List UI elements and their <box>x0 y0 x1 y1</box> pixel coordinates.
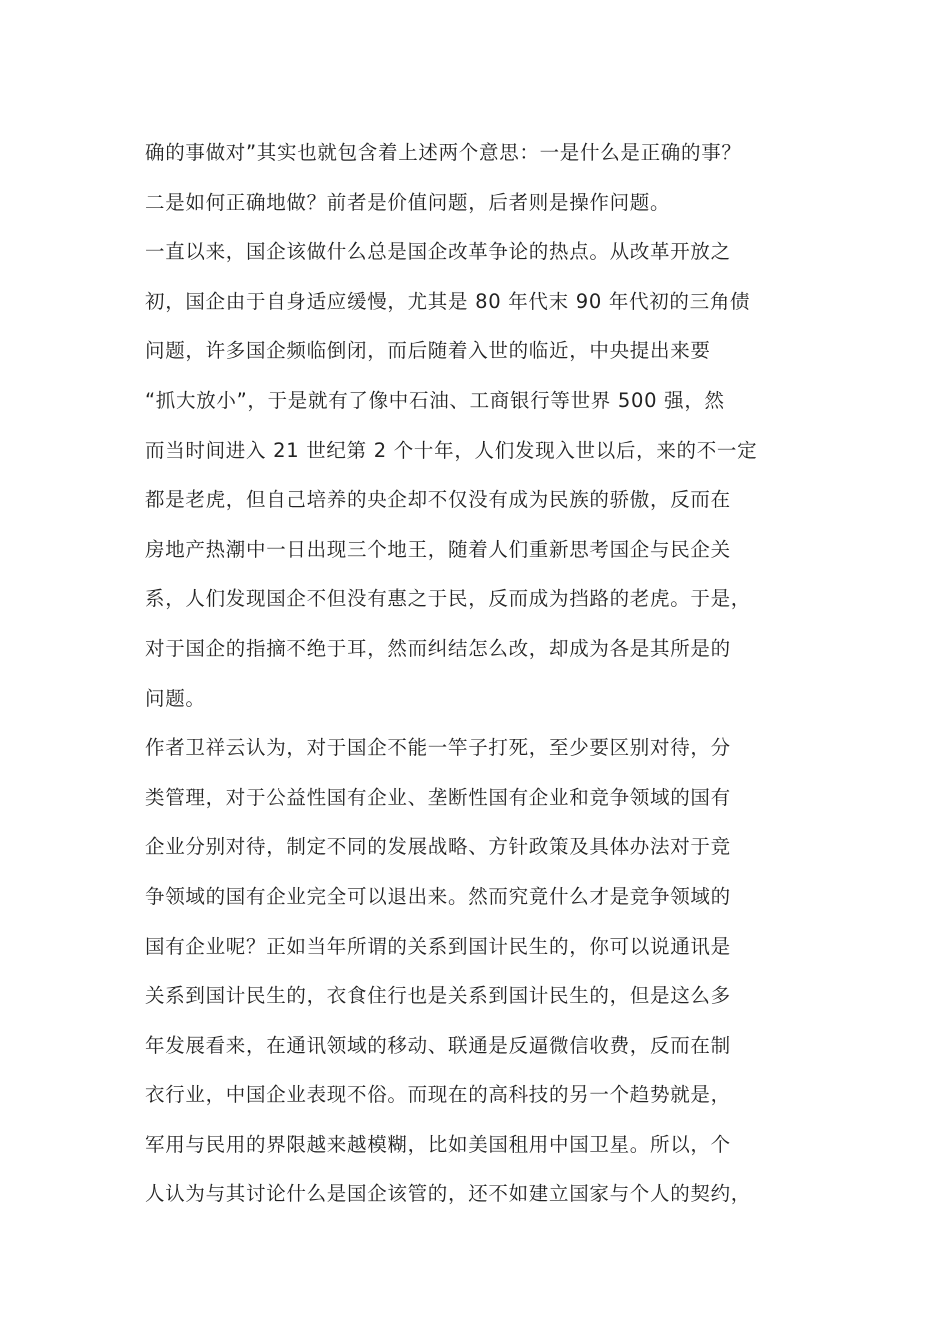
text-line: “抓大放小”，于是就有了像中石油、工商银行等世界 500 强，然 <box>145 388 725 412</box>
text-line: 初，国企由于自身适应缓慢，尤其是 80 年代末 90 年代初的三角债 <box>145 289 751 313</box>
text-line: 都是老虎，但自己培养的央企却不仅没有成为民族的骄傲，反而在 <box>145 488 731 512</box>
text-line: 关系到国计民生的，衣食住行也是关系到国计民生的，但是这么多 <box>145 984 731 1008</box>
text-line: 二是如何正确地做？前者是价值问题，后者则是操作问题。 <box>145 190 671 214</box>
text-line: 系，人们发现国企不但没有惠之于民，反而成为挡路的老虎。于是， <box>145 587 752 611</box>
text-line: 问题。 <box>145 686 206 710</box>
text-line: 国有企业呢？正如当年所谓的关系到国计民生的，你可以说通讯是 <box>145 934 731 958</box>
text-line: 对于国企的指摘不绝于耳，然而纠结怎么改，却成为各是其所是的 <box>145 636 731 660</box>
text-line: 确的事做对”其实也就包含着上述两个意思：一是什么是正确的事？ <box>145 141 742 164</box>
text-line: 问题，许多国企频临倒闭，而后随着入世的临近，中央提出来要 <box>145 339 711 363</box>
text-line: 衣行业，中国企业表现不俗。而现在的高科技的另一个趋势就是， <box>145 1083 731 1107</box>
text-line: 军用与民用的界限越来越模糊，比如美国租用中国卫星。所以，个 <box>145 1132 731 1156</box>
text-line: 争领域的国有企业完全可以退出来。然而究竟什么才是竞争领域的 <box>145 884 731 908</box>
text-line: 年发展看来，在通讯领域的移动、联通是反逼微信收费，反而在制 <box>145 1033 731 1057</box>
text-line: 人认为与其讨论什么是国企该管的，还不如建立国家与个人的契约， <box>145 1182 752 1206</box>
text-line: 类管理，对于公益性国有企业、垄断性国有企业和竞争领域的国有 <box>145 785 731 809</box>
paragraph-3 <box>145 723 825 1219</box>
text-line: 一直以来，国企该做什么总是国企改革争论的热点。从改革开放之 <box>145 240 731 264</box>
text-line: 作者卫祥云认为，对于国企不能一竿子打死，至少要区别对待，分 <box>145 736 731 760</box>
text-line: 房地产热潮中一日出现三个地王，随着人们重新思考国企与民企关 <box>145 537 731 561</box>
paragraph-2 <box>145 227 825 723</box>
body-text <box>145 128 825 1219</box>
text-line: 而当时间进入 21 世纪第 2 个十年，人们发现入世以后，来的不一定 <box>145 438 758 462</box>
paragraph-1 <box>145 128 825 227</box>
text-line: 企业分别对待，制定不同的发展战略、方针政策及具体办法对于竞 <box>145 835 731 859</box>
